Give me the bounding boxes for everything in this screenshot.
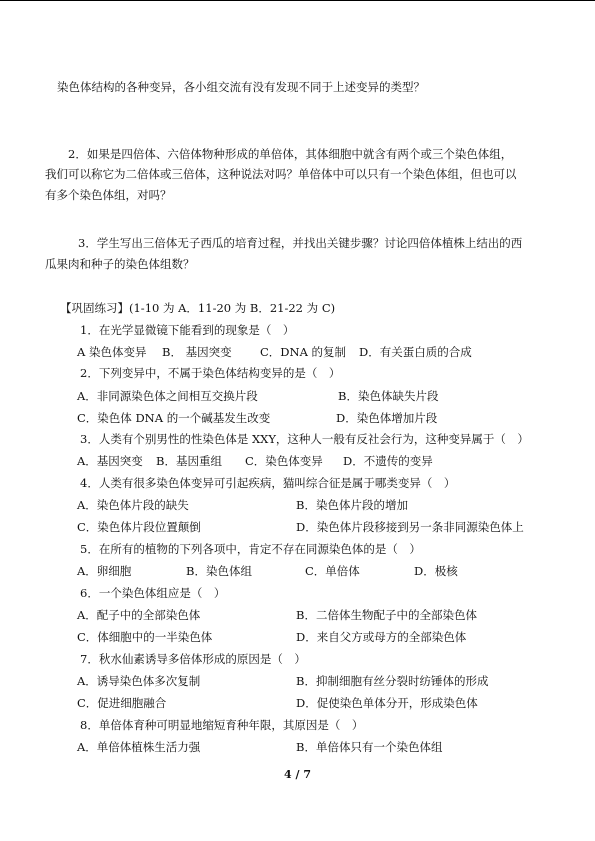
- option: C．染色体片段位置颠倒: [77, 520, 201, 534]
- option: C．促进细胞融合: [77, 696, 167, 710]
- option: B．二倍体生物配子中的全部染色体: [296, 608, 477, 622]
- option: D．有关蛋白质的合成: [359, 345, 472, 359]
- discussion-intro: 染色体结构的各种变异，各小组交流有没有发现不同于上述变异的类型？: [57, 80, 425, 94]
- option: D．染色体增加片段: [336, 411, 438, 425]
- top-rule: [0, 0, 595, 1]
- question-stem: 3．人类有个别男性的性染色体是 XXY，这种人一般有反社会行为，这种变异属于（ ）: [80, 432, 529, 446]
- option: B．单倍体只有一个染色体组: [296, 740, 443, 754]
- option: D．极核: [414, 564, 458, 578]
- option: A．配子中的全部染色体: [77, 608, 201, 622]
- option: C．DNA 的复制: [260, 345, 347, 359]
- option: B．染色体缺失片段: [338, 389, 439, 403]
- question-stem: 4．人类有很多染色体变异可引起疾病，猫叫综合征是属于哪类变异（ ）: [80, 476, 456, 490]
- option: D．染色体片段移接到另一条非同源染色体上: [296, 520, 524, 534]
- option: B． 基因突变: [162, 345, 232, 359]
- question-stem: 5．在所有的植物的下列各项中，肯定不存在同源染色体的是（ ）: [80, 542, 421, 556]
- option: A．基因突变: [77, 454, 143, 468]
- discussion-q2-line3: 有多个染色体组，对吗？: [45, 188, 172, 202]
- question-stem: 7．秋水仙素诱导多倍体形成的原因是（ ）: [80, 652, 306, 666]
- option: D．来自父方或母方的全部染色体: [296, 630, 467, 644]
- option: A 染色体变异: [77, 345, 147, 359]
- option: B．染色体组: [186, 564, 252, 578]
- option: C．单倍体: [305, 564, 360, 578]
- question-stem: 6．一个染色体组应是（ ）: [80, 586, 226, 600]
- discussion-q2-line1: 2．如果是四倍体、六倍体物种形成的单倍体，其体细胞中就含有两个或三个染色体组，: [68, 147, 513, 161]
- option: A．非同源染色体之间相互交换片段: [77, 389, 258, 403]
- option: A．卵细胞: [77, 564, 132, 578]
- option: B．基因重组: [156, 454, 222, 468]
- option: D．促使染色单体分开，形成染色体: [296, 696, 478, 710]
- question-stem: 1．在光学显微镜下能看到的现象是（ ）: [80, 323, 295, 337]
- question-stem: 2．下列变异中，不属于染色体结构变异的是（ ）: [80, 366, 341, 380]
- page-number: 4 / 7: [284, 768, 311, 781]
- option: B．抑制细胞有丝分裂时纺锤体的形成: [296, 674, 489, 688]
- option: C．染色体变异: [245, 454, 323, 468]
- question-stem: 8．单倍体育种可明显地缩短育种年限，其原因是（ ）: [80, 718, 364, 732]
- discussion-q2-line2: 我们可以称它为二倍体或三倍体，这种说法对吗？单倍体中可以只有一个染色体组，但也可以: [45, 167, 517, 181]
- option: C．体细胞中的一半染色体: [77, 630, 213, 644]
- option: D．不遗传的变异: [343, 454, 433, 468]
- option: A．染色体片段的缺失: [77, 498, 189, 512]
- option: A．单倍体植株生活力强: [77, 740, 201, 754]
- discussion-q3-line1: 3．学生写出三倍体无子西瓜的培育过程，并找出关键步骤？讨论四倍体植株上结出的西: [78, 236, 523, 250]
- exercise-heading: 【巩固练习】(1-10 为 A．11-20 为 B．21-22 为 C): [60, 301, 336, 315]
- option: C．染色体 DNA 的一个碱基发生改变: [77, 411, 271, 425]
- discussion-q3-line2: 瓜果肉和种子的染色体组数？: [45, 257, 195, 271]
- option: B．染色体片段的增加: [296, 498, 408, 512]
- option: A．诱导染色体多次复制: [77, 674, 201, 688]
